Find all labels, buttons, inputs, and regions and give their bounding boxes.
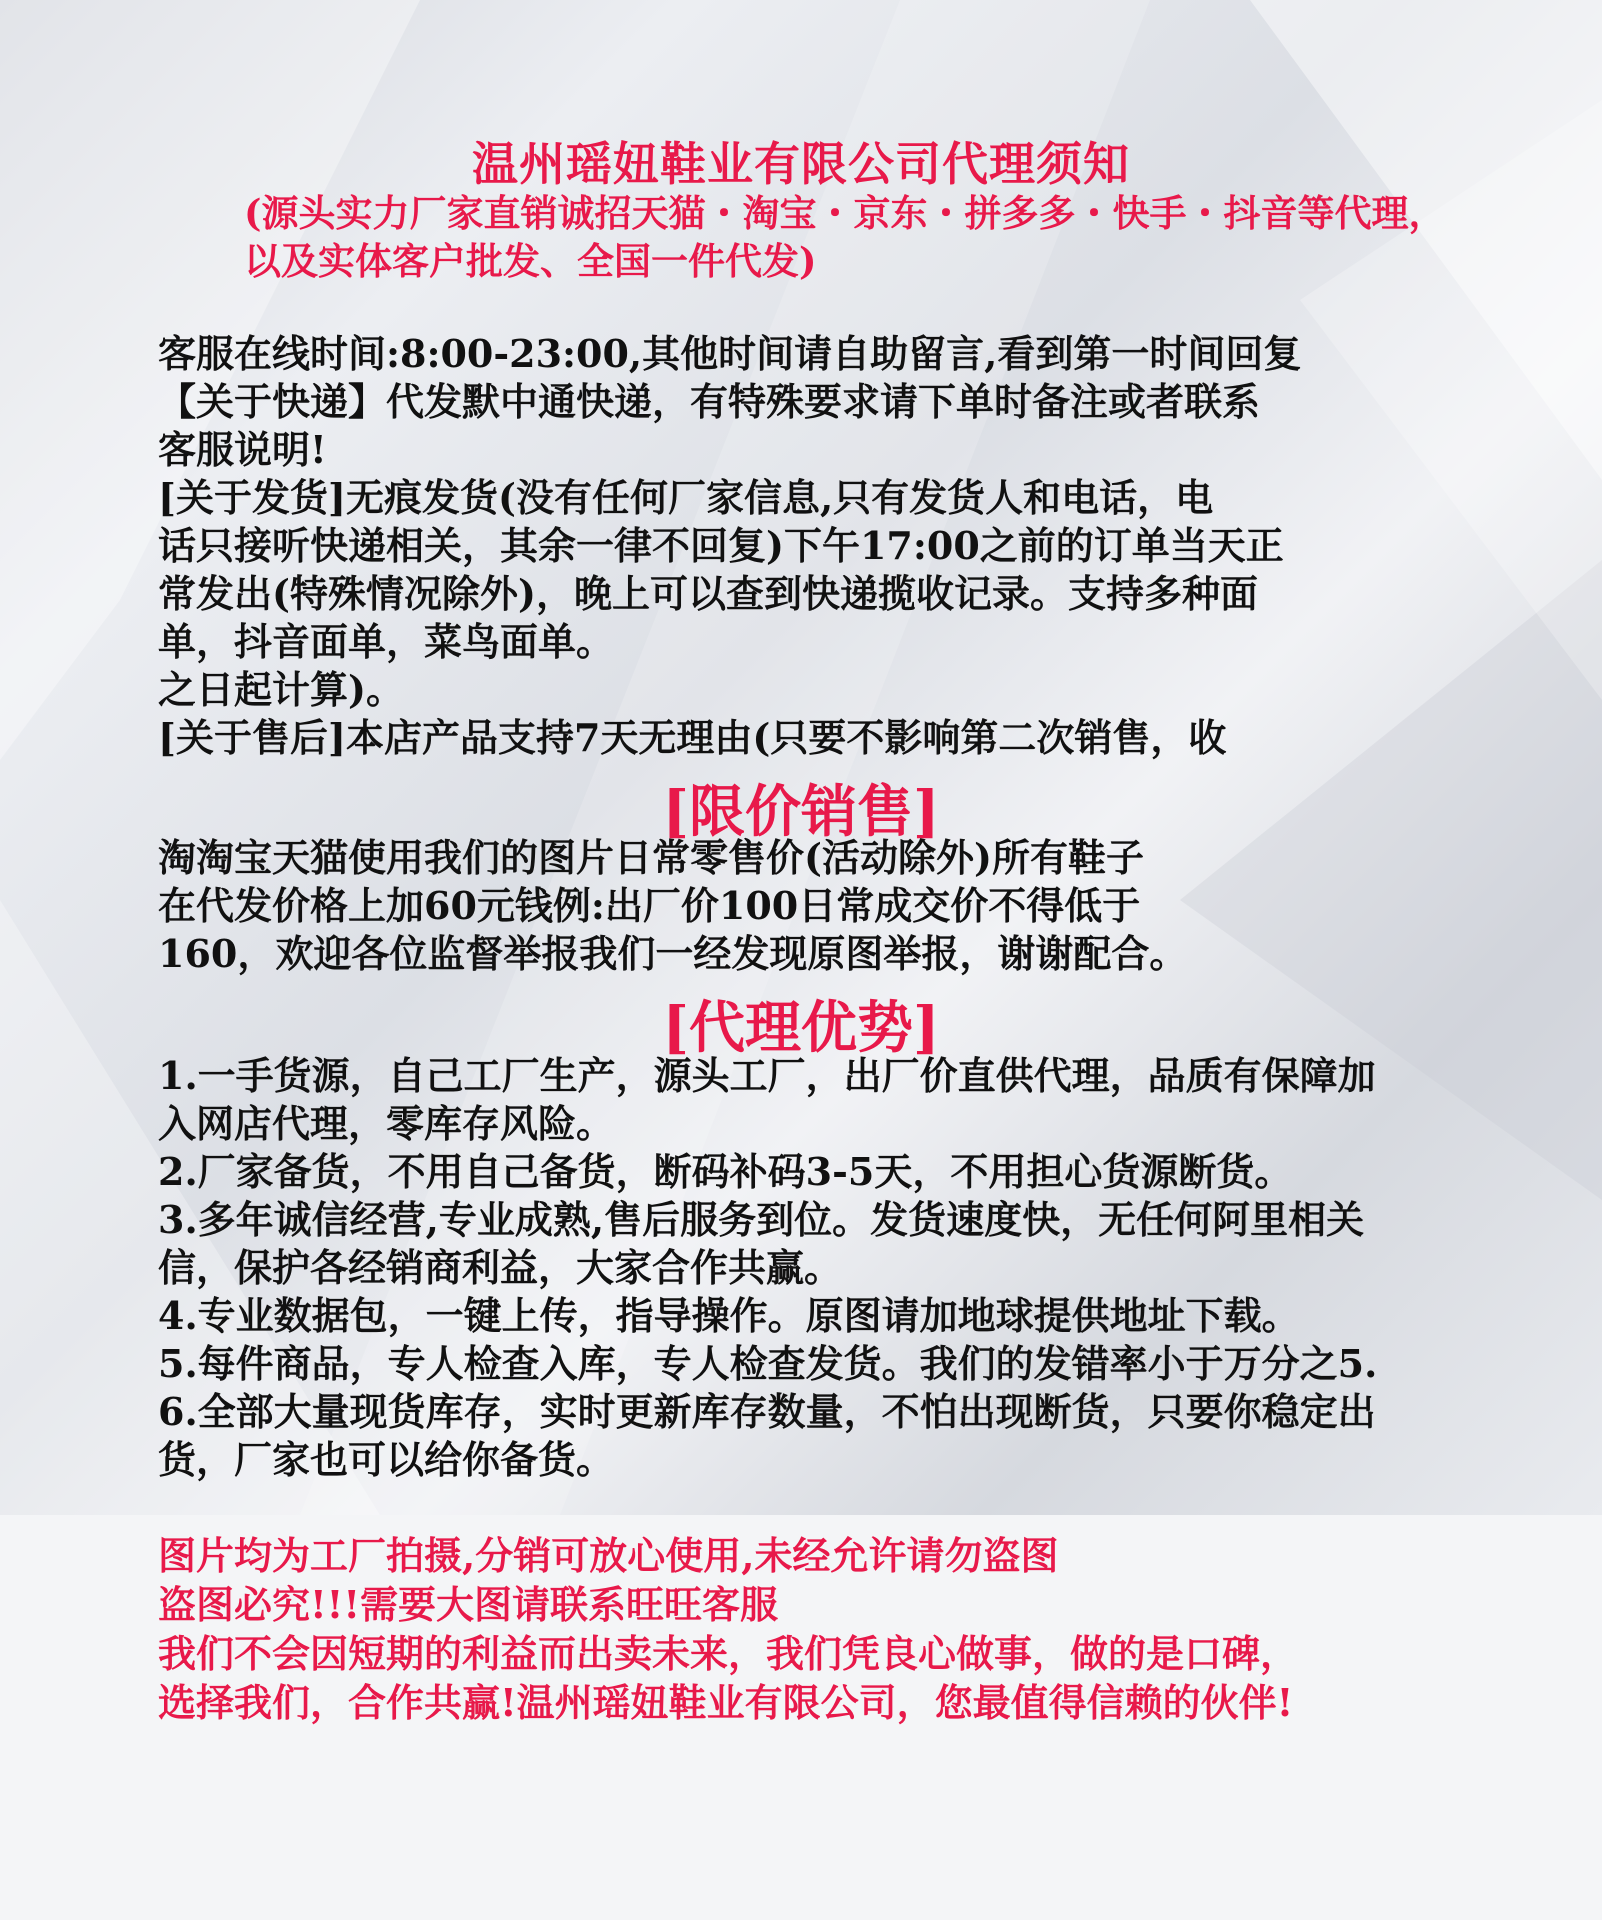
notice-line: 话只接听快递相关，其余一律不回复)下午17:00之前的订单当天正 (158, 523, 1284, 568)
footer-line: 盗图必究!!!需要大图请联系旺旺客服 (158, 1582, 779, 1627)
advantage-line: 6.全部大量现货库存，实时更新库存数量，不怕出现断货，只要你稳定出 (158, 1389, 1376, 1434)
price-line: 在代发价格上加60元钱例:出厂价100日常成交价不得低于 (158, 883, 1141, 928)
footer-notice (158, 1531, 1298, 1727)
notice-line: 之日起计算)。 (158, 667, 404, 712)
footer-line: 图片均为工厂拍摄,分销可放心使用,未经允许请勿盗图 (158, 1533, 1059, 1578)
subtitle-line-2: 以及实体客户批发、全国一件代发) (244, 239, 817, 283)
footer-line: 选择我们，合作共赢!温州瑶妞鞋业有限公司，您最值得信赖的伙伴! (158, 1680, 1294, 1725)
price-line: 160，欢迎各位监督举报我们一经发现原图举报，谢谢配合。 (158, 931, 1188, 976)
advantage-line: 货，厂家也可以给你备货。 (158, 1437, 615, 1482)
notice-section (158, 330, 1301, 762)
notice-line: 客服说明! (158, 427, 327, 472)
subtitle (244, 188, 1574, 284)
notice-line: 常发出(特殊情况除外)，晚上可以查到快递揽收记录。支持多种面 (158, 571, 1258, 616)
price-section (158, 834, 1187, 978)
advantage-line: 信，保护各经销商利益，大家合作共赢。 (158, 1245, 843, 1290)
advantage-line: 2.厂家备货，不用自己备货，断码补码3-5天，不用担心货源断货。 (158, 1149, 1293, 1194)
advantage-line: 5.每件商品，专人检查入库，专人检查发货。我们的发错率小于万分之5. (158, 1341, 1378, 1386)
page-title: 温州瑶妞鞋业有限公司代理须知 (472, 137, 1130, 191)
notice-line: 单，抖音面单，菜鸟面单。 (158, 619, 615, 664)
price-section-heading: [限价销售] (662, 779, 940, 845)
advantage-line: 3.多年诚信经营,专业成熟,售后服务到位。发货速度快，无任何阿里相关 (158, 1197, 1365, 1242)
notice-line: [关于售后]本店产品支持7天无理由(只要不影响第二次销售，收 (158, 715, 1227, 760)
advantage-section-heading: [代理优势] (662, 995, 940, 1061)
notice-line: [关于发货]无痕发货(没有任何厂家信息,只有发货人和电话，电 (158, 475, 1214, 520)
price-line: 淘淘宝天猫使用我们的图片日常零售价(活动除外)所有鞋子 (158, 835, 1144, 880)
advantage-line: 入网店代理，零库存风险。 (158, 1101, 615, 1146)
advantage-line: 1.一手货源，自己工厂生产，源头工厂，出厂价直供代理，品质有保障加 (158, 1053, 1376, 1098)
advantage-section (158, 1052, 1377, 1484)
notice-line: 客服在线时间:8:00-23:00,其他时间请自助留言,看到第一时间回复 (158, 331, 1302, 376)
notice-line: 【关于快递】代发默中通快递，有特殊要求请下单时备注或者联系 (158, 379, 1261, 424)
subtitle-line-1: (源头实力厂家直销诚招天猫・淘宝・京东・拼多多・快手・抖音等代理， (244, 191, 1446, 235)
footer-line: 我们不会因短期的利益而出卖未来，我们凭良心做事，做的是口碑， (158, 1631, 1299, 1676)
advantage-line: 4.专业数据包，一键上传，指导操作。原图请加地球提供地址下载。 (158, 1293, 1300, 1338)
